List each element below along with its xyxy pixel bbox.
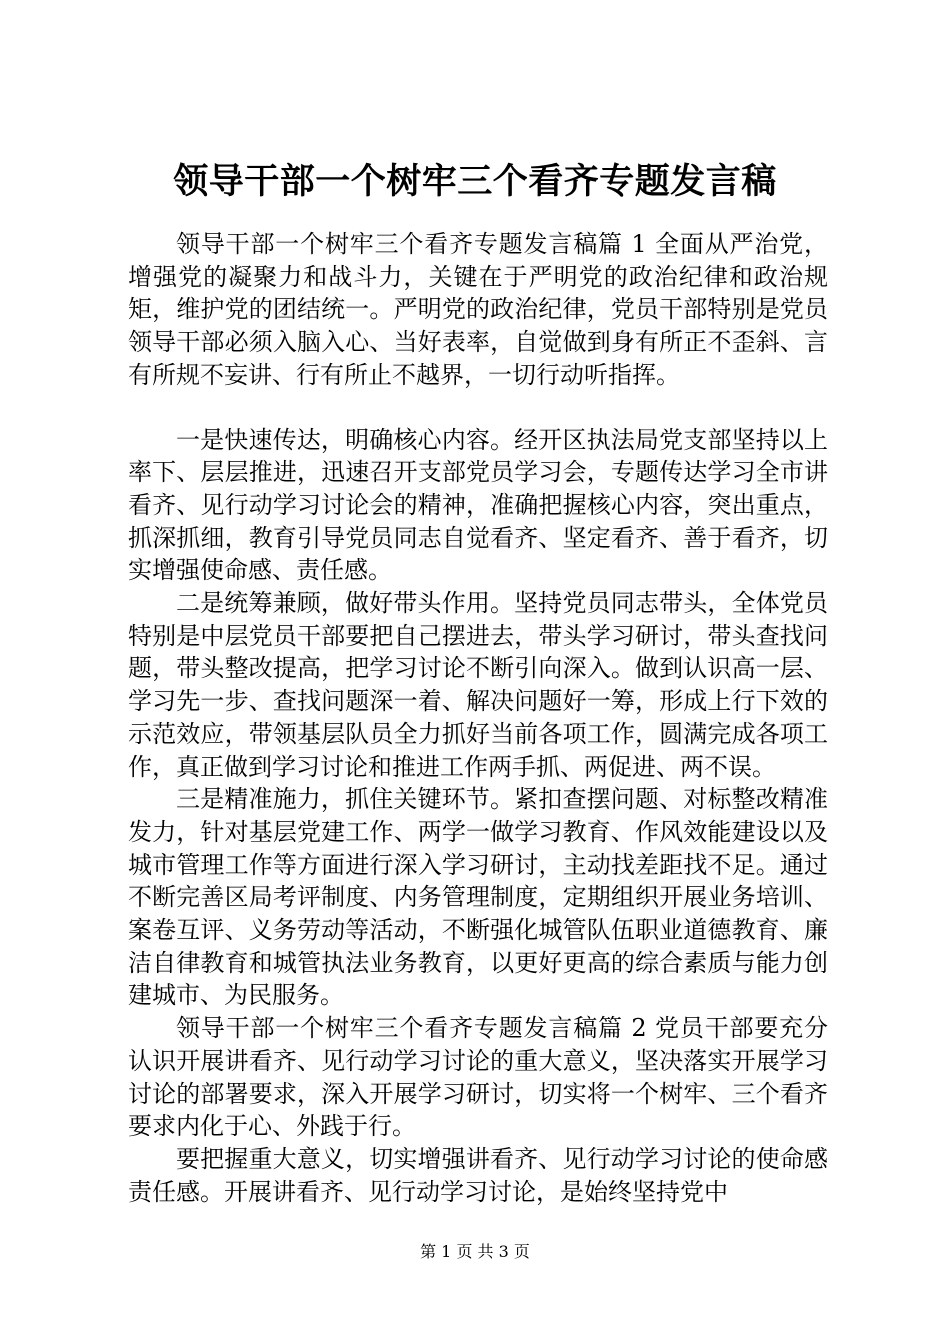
- paragraph-article-two: 领导干部一个树牢三个看齐专题发言稿篇 2 党员干部要充分认识开展讲看齐、见行动学习讨论的重大意义，坚决落实开展学习讨论的部署要求，深入开展学习研讨，切实将一个树牢、三个看齐要求内化于心、外践于行。: [128, 1014, 828, 1141]
- paragraph-point-three: 三是精准施力，抓住关键环节。紧扣查摆问题、对标整改精准发力，针对基层党建工作、两学一做学习教育、作风效能建设以及城市管理工作等方面进行深入学习研讨，主动找差距找不足。通过不断完善区局考评制度、内务管理制度，定期组织开展业务培训、案卷互评、义务劳动等活动，不断强化城管队伍职业道德教育、廉洁自律教育和城管执法业务教育，以更好更高的综合素质与能力创建城市、为民服务。: [128, 785, 828, 1010]
- page-number-footer: 第 1 页 共 3 页: [420, 1242, 530, 1261]
- paragraph-point-one: 一是快速传达，明确核心内容。经开区执法局党支部坚持以上率下、层层推进，迅速召开支部党员学习会，专题传达学习全市讲看齐、见行动学习讨论会的精神，准确把握核心内容，突出重点，抓深抓细，教育引导党员同志自觉看齐、坚定看齐、善于看齐，切实增强使命感、责任感。: [128, 425, 828, 585]
- paragraph-significance: 要把握重大意义，切实增强讲看齐、见行动学习讨论的使命感责任感。开展讲看齐、见行动学习讨论，是始终坚持党中: [128, 1144, 828, 1206]
- document-title: 领导干部一个树牢三个看齐专题发言稿: [173, 161, 777, 202]
- paragraph-point-two: 二是统筹兼顾，做好带头作用。坚持党员同志带头，全体党员特别是中层党员干部要把自己摆进去，带头学习研讨，带头查找问题，带头整改提高，把学习讨论不断引向深入。做到认识高一层、学习先一步、查找问题深一着、解决问题好一筹，形成上行下效的示范效应，带领基层队员全力抓好当前各项工作，圆满完成各项工作，真正做到学习讨论和推进工作两手抓、两促进、两不误。: [128, 589, 828, 781]
- document-body: [128, 228, 828, 1208]
- paragraph-intro: 领导干部一个树牢三个看齐专题发言稿篇 1 全面从严治党，增强党的凝聚力和战斗力，关键在于严明党的政治纪律和政治规矩，维护党的团结统一。严明党的政治纪律，党员干部特别是党员领导干部必须入脑入心、当好表率，自觉做到身有所正不歪斜、言有所规不妄讲、行有所止不越界，一切行动听指挥。: [128, 230, 828, 389]
